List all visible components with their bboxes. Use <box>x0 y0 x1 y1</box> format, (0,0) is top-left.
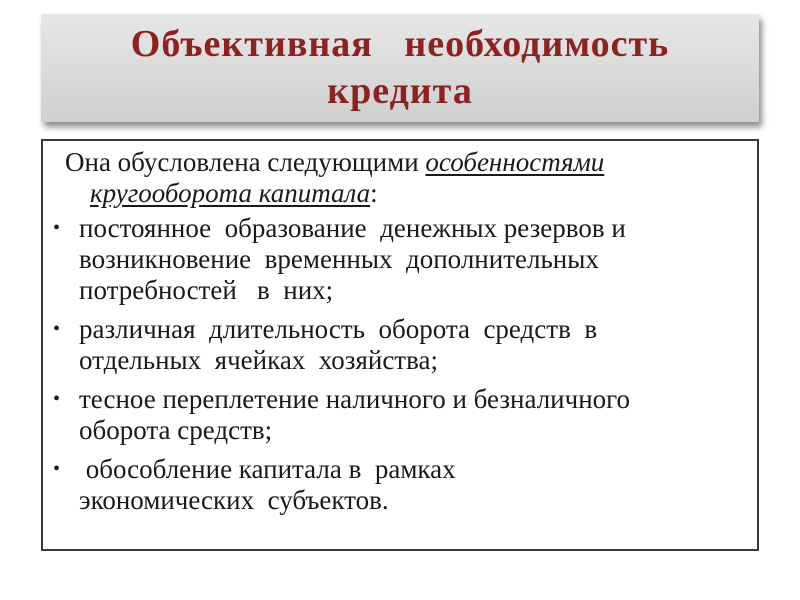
intro-prefix: Она обусловлена следующими <box>65 147 426 177</box>
bullet-text-line: отдельных ячейках хозяйства; <box>79 345 438 375</box>
bullet-text-line: оборота средств; <box>79 415 273 445</box>
bullet-text-line: обособление капитала в рамках <box>79 454 456 484</box>
bullet-dot: • <box>53 458 61 480</box>
intro-emphasis-2: кругооборота капитала <box>90 178 371 208</box>
slide-content-box <box>41 139 759 551</box>
bullet-text-line: постоянное образование денежных резервов и <box>79 213 626 243</box>
bullet-dot: • <box>53 318 61 340</box>
bullet-list <box>43 213 755 524</box>
bullet-text-line: различная длительность оборота средств в <box>79 314 598 344</box>
bullet-text-line: экономических субъектов. <box>79 485 389 515</box>
bullet-item <box>43 454 755 516</box>
bullet-item <box>43 314 755 376</box>
slide-title-line-2: кредита <box>327 70 473 112</box>
bullet-text-line: тесное переплетение наличного и безналичного <box>79 384 631 414</box>
bullet-dot: • <box>53 217 61 239</box>
intro-paragraph <box>65 147 755 209</box>
bullet-item <box>43 384 755 446</box>
slide-title-line-1: Объективная необходимость <box>130 23 670 65</box>
intro-suffix: : <box>370 178 378 208</box>
bullet-text-line: возникновение временных дополнительных <box>79 244 599 274</box>
slide-title-box <box>41 14 759 122</box>
bullet-dot: • <box>53 388 61 410</box>
bullet-text-line: потребностей в них; <box>79 275 334 305</box>
bullet-item <box>43 213 755 306</box>
intro-line-2 <box>65 178 755 209</box>
intro-emphasis-1: особенностями <box>425 147 605 177</box>
